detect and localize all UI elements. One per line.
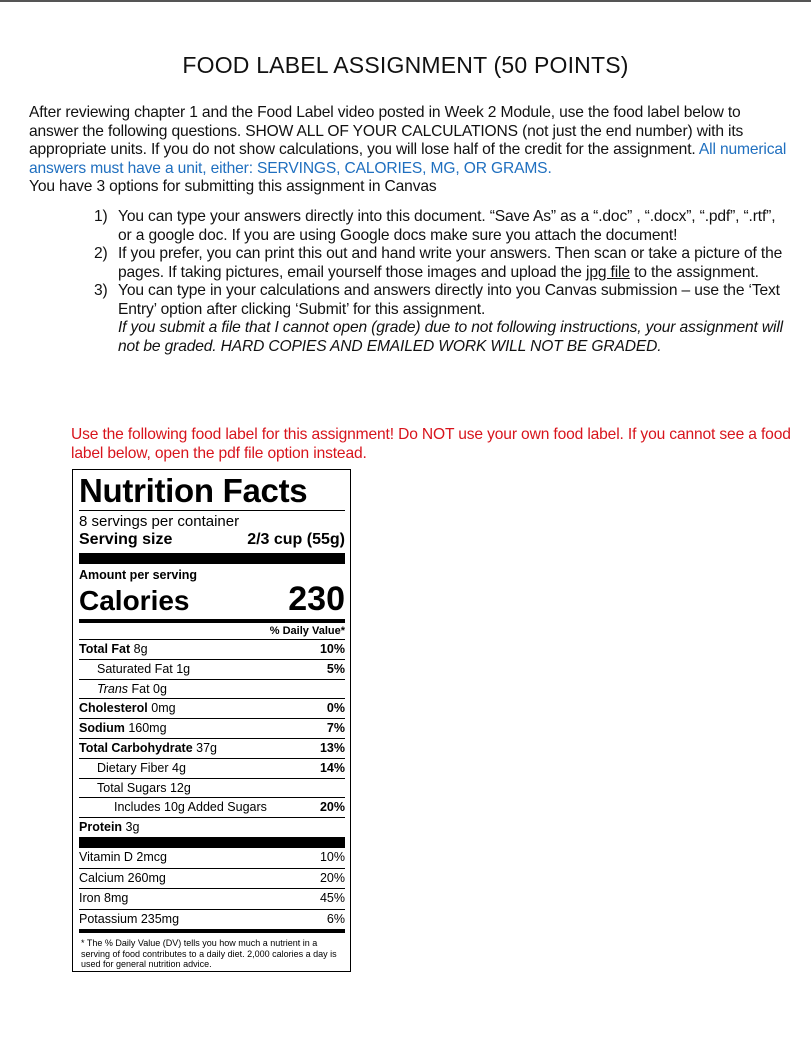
intro-paragraph: [29, 104, 789, 197]
medium-divider: [79, 929, 345, 933]
nutrient-name: Total Sugars 12g: [97, 780, 191, 795]
nutrient-amount: 0mg: [151, 701, 176, 716]
daily-value-footnote: * The % Daily Value (DV) tells you how much a nutrient in a serving of food contributes to a daily diet. 2,000 calories a day is used for general nutrition advice.: [81, 938, 337, 970]
serving-size-value: 2/3 cup (55g): [247, 531, 345, 548]
calories-row: [79, 582, 345, 616]
option-number: 3): [94, 282, 108, 299]
heavy-divider: [79, 553, 345, 564]
units-requirement: All numerical answers must have a unit, either: SERVINGS, CALORIES, MG, OR GRAMS.: [29, 141, 787, 177]
option-text: If you prefer, you can print this out and hand write your answers. Then scan or take a picture of the pages. If taking pictures, email yourself those images and upload the: [118, 245, 783, 281]
nutrient-row-total-sugars: [79, 778, 345, 798]
vitamin-row-iron: [79, 888, 345, 909]
option-2: [94, 245, 784, 282]
nutrition-facts-label: [72, 469, 351, 972]
nutrient-name: Iron 8mg: [79, 891, 129, 906]
nutrient-name: Total Fat: [79, 642, 131, 656]
nutrient-row-total-carbohydrate: [79, 738, 345, 758]
nutrient-name: Protein: [79, 820, 123, 835]
nutrient-row-trans-fat: [79, 679, 345, 699]
label-instruction: Use the following food label for this assignment! Do NOT use your own food label. If you cannot see a food label below, open the pdf file option instead.: [71, 426, 791, 462]
serving-size-label: Serving size: [79, 531, 173, 548]
option-number: 2): [94, 245, 108, 262]
page-title: FOOD LABEL ASSIGNMENT (50 POINTS): [182, 52, 629, 78]
nutrient-amount: Fat 0g: [131, 681, 167, 696]
nutrient-percent: 13%: [319, 740, 345, 755]
option-text: You can type in your calculations and answers directly into you Canvas submission – use the ‘Text Entry’ option after clicking ‘Submit’ for this assignment.: [118, 282, 780, 318]
nutrient-percent: 10%: [319, 642, 345, 656]
nutrient-amount: 8g: [133, 642, 148, 656]
nutrient-percent: 6%: [326, 911, 345, 926]
nutrient-percent: 0%: [326, 701, 345, 716]
nutrient-name: Trans: [97, 681, 129, 696]
nutrient-amount: 3g: [125, 820, 140, 835]
option-text: You can type your answers directly into this document. “Save As” as a “.doc” , “.docx”, “.pdf”, “.rtf”, or a google doc. If you are using Google docs make sure you attach the document!: [118, 208, 776, 244]
serving-size-row: [79, 530, 345, 549]
option-1: [94, 208, 784, 245]
vitamin-row-vitamin-d: [79, 848, 345, 868]
top-border: [0, 0, 811, 2]
nutrient-row-added-sugars: [79, 797, 345, 817]
nutrient-name: Saturated Fat 1g: [97, 661, 191, 676]
nutrient-percent: 10%: [319, 849, 345, 864]
nutrient-percent: 20%: [319, 870, 345, 885]
option-3: [94, 282, 784, 356]
calories-label: Calories: [79, 585, 190, 616]
nutrient-row-cholesterol: [79, 698, 345, 718]
grading-warning: If you submit a file that I cannot open (grade) due to not following instructions, your assignment will not be graded. HARD COPIES AND EMAILED WORK WILL NOT BE GRADED.: [118, 319, 783, 355]
intro-text: After reviewing chapter 1 and the Food Label video posted in Week 2 Module, use the food label below to answer the following questions. SHOW ALL OF YOUR CALCULATIONS (not just the end number) with its appropriate units. If you do not show calculations, you will lose half of the credit for the assignment.: [29, 104, 744, 158]
daily-value-header: % Daily Value*: [269, 625, 345, 637]
nutrient-name: Total Carbohydrate: [79, 740, 193, 755]
submission-options: [94, 208, 784, 356]
nutrient-name: Includes 10g Added Sugars: [114, 800, 267, 815]
nutrient-name: Dietary Fiber 4g: [97, 760, 186, 775]
divider: [79, 510, 345, 511]
label-title: Nutrition Facts: [79, 472, 308, 509]
nutrient-name: Calcium 260mg: [79, 870, 166, 885]
option-number: 1): [94, 208, 108, 225]
nutrient-percent: 20%: [319, 800, 345, 815]
servings-per-container: 8 servings per container: [79, 513, 240, 530]
nutrient-amount: 37g: [196, 740, 218, 755]
nutrient-row-dietary-fiber: [79, 758, 345, 778]
heavy-divider: [79, 837, 345, 848]
options-intro: You have 3 options for submitting this assignment in Canvas: [29, 178, 437, 195]
nutrient-percent: 45%: [319, 891, 345, 906]
nutrient-row-protein: [79, 817, 345, 837]
nutrient-name: Cholesterol: [79, 701, 148, 716]
nutrient-percent: 5%: [326, 661, 345, 676]
nutrient-name: Vitamin D 2mcg: [79, 849, 167, 864]
jpg-file-link[interactable]: jpg file: [586, 263, 630, 281]
amount-per-serving: Amount per serving: [79, 568, 198, 582]
nutrient-percent: 14%: [319, 760, 345, 775]
nutrient-row-saturated-fat: [79, 659, 345, 679]
nutrient-row-total-fat: [79, 639, 345, 659]
nutrient-name: Potassium 235mg: [79, 911, 180, 926]
option-text-end: to the assignment.: [629, 263, 759, 281]
nutrient-row-sodium: [79, 718, 345, 738]
calories-value: 230: [288, 580, 345, 618]
vitamin-row-calcium: [79, 868, 345, 889]
nutrient-percent: 7%: [326, 721, 345, 736]
vitamin-row-potassium: [79, 909, 345, 930]
nutrient-name: Sodium: [79, 721, 125, 736]
nutrient-amount: 160mg: [128, 721, 167, 736]
